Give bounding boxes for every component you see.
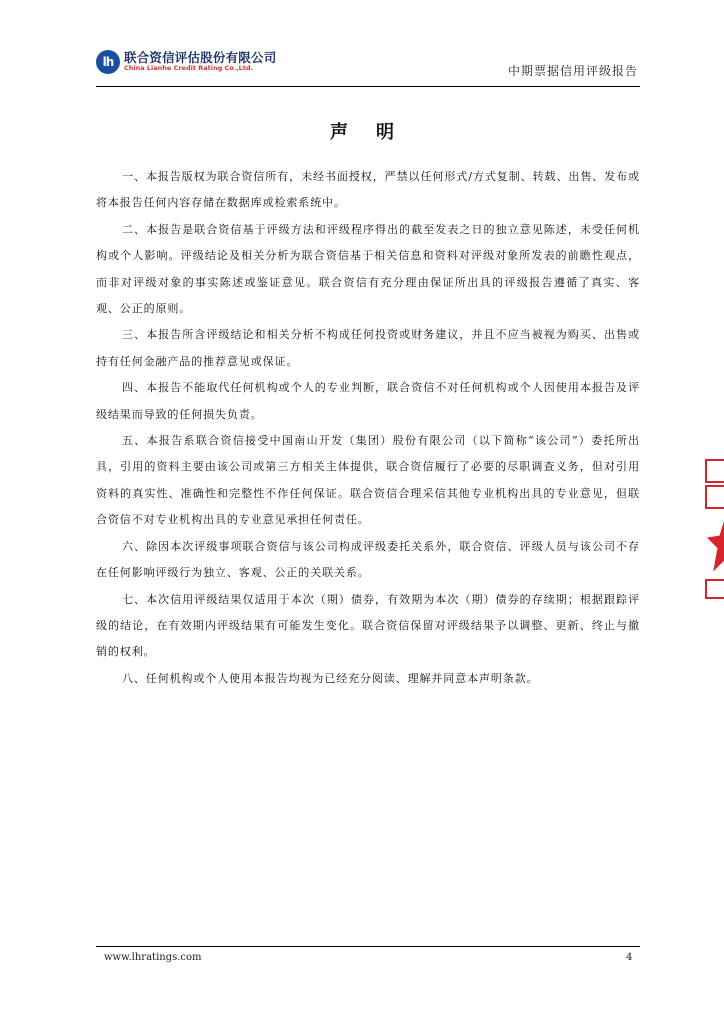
footer-divider bbox=[96, 946, 640, 947]
logo-english-name: China Lianhe Credit Rating Co.,Ltd. bbox=[124, 64, 254, 72]
statement-paragraph-7: 七、本次信用评级结果仅适用于本次（期）债券，有效期为本次（期）债券的存续期；根据跟踪评级的结论，在有效期内评级结果有可能发生变化。联合资信保留对评级结果予以调整、更新、终止与撤销的权利。 bbox=[96, 592, 640, 659]
statement-paragraph-1: 一、本报告版权为联合资信所有，未经书面授权，严禁以任何形式/方式复制、转载、出售、发布或将本报告任何内容存储在数据库或检索系统中。 bbox=[96, 170, 640, 210]
page-number: 4 bbox=[626, 952, 633, 963]
statement-paragraph-2: 二、本报告是联合资信基于评级方法和评级程序得出的截至发表之日的独立意见陈述，未受任何机构或个人影响。评级结论及相关分析为联合资信基于相关信息和资料对评级对象所发表的前瞻性观点，而非对评级对象的事实陈述或鉴证意见。联合资信有充分理由保证所出具的评级报告遵循了真实、客观、公正的原则。 bbox=[96, 222, 640, 316]
statement-paragraph-3: 三、本报告所含评级结论和相关分析不构成任何投资或财务建议，并且不应当被视为购买、出售或持有任何金融产品的推荐意见或保证。 bbox=[96, 328, 640, 368]
header-divider bbox=[96, 86, 640, 87]
report-type: 中期票据信用评级报告 bbox=[507, 64, 638, 78]
statement-body bbox=[96, 164, 640, 692]
red-seal-stamp-icon bbox=[704, 420, 724, 610]
statement-paragraph-4: 四、本报告不能取代任何机构或个人的专业判断，联合资信不对任何机构或个人因使用本报告及评级结果而导致的任何损失负责。 bbox=[96, 381, 640, 421]
statement-paragraph-5: 五、本报告系联合资信接受中国南山开发（集团）股份有限公司（以下简称“该公司”）委托所出具，引用的资料主要由该公司或第三方相关主体提供，联合资信履行了必要的尽职调查义务，但对引用资料的真实性、准确性和完整性不作任何保证。联合资信合理采信其他专业机构出具的专业意见，但联合资信不对专业机构出具的专业意见承担任何责任。 bbox=[96, 434, 640, 527]
page-header bbox=[96, 48, 640, 86]
footer-website-link[interactable]: www.lhratings.com bbox=[104, 952, 202, 963]
logo-text bbox=[124, 51, 276, 73]
statement-paragraph-8: 八、任何机构或个人使用本报告均视为已经充分阅读、理解并同意本声明条款。 bbox=[122, 671, 539, 685]
logo-chinese-name: 联合资信评估股份有限公司 bbox=[124, 50, 277, 65]
lianhe-logo-icon: lh bbox=[96, 50, 120, 74]
company-logo bbox=[96, 50, 276, 74]
statement-paragraph-6: 六、除因本次评级事项联合资信与该公司构成评级委托关系外，联合资信、评级人员与该公司不存在任何影响评级行为独立、客观、公正的关联关系。 bbox=[96, 539, 640, 580]
page-title: 声明 bbox=[330, 122, 422, 143]
